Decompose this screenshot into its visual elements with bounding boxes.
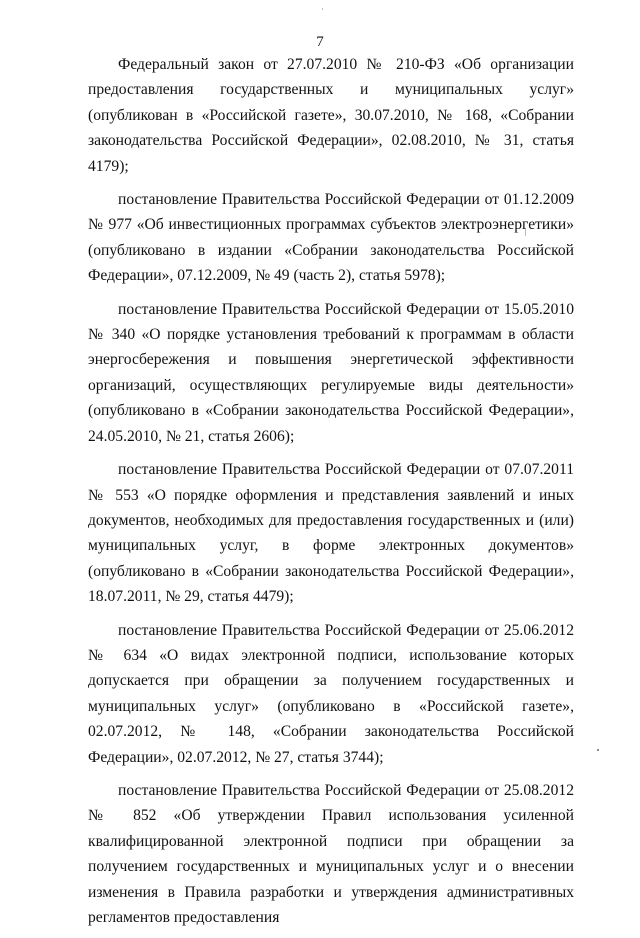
paragraph-resolution-852: постановление Правительства Российской Федерации от 25.08.2012 № 852 «Об утверждении Правил использования усиленной квалифицированной электронной подписи при обращении за получением государственных и муниципальных услуг и о внесении изменения в Правила разработки и утверждения административных регламентов предоставления (88, 781, 574, 926)
paragraph-resolution-340: постановление Правительства Российской Федерации от 15.05.2010 № 340 «О порядке установления требований к программам в области энергосбережения и повышения энергетической эффективности организаций, осуществляющих регулируемые виды деятельности» (опубликовано в «Собрании законодательства Российской Федерации», 24.05.2010, № 21, статья 2606); (88, 300, 574, 445)
page-number: 7 (316, 34, 324, 50)
paragraph-federal-law-210: Федеральный закон от 27.07.2010 № 210-ФЗ «Об организации предоставления государственных и муниципальных услуг» (опубликован в «Российской газете», 30.07.2010, № 168, «Собрании законодательства Российской Федерации», 02.08.2010, № 31, статья 4179); (88, 56, 574, 175)
paragraph-resolution-977: постановление Правительства Российской Федерации от 01.12.2009 № 977 «Об инвестиционных программах субъектов электроэнергетики» (опубликовано в издании «Собрании законодательства Российской Федерации», 07.12.2009, № 49 (часть 2), статья 5978); (88, 191, 574, 285)
paragraph-resolution-634: постановление Правительства Российской Федерации от 25.06.2012 № 634 «О видах электронной подписи, использование которых допускается при обращении за получением государственных и муниципальных услуг» (опубликовано в «Российской газете», 02.07.2012, № 148, «Собрании законодательства Российской Федерации», 02.07.2012, № 27, статья 3744); (88, 621, 574, 766)
document-body (88, 52, 574, 938)
paragraph-resolution-553: постановление Правительства Российской Федерации от 07.07.2011 № 553 «О порядке оформления и представления заявлений и иных документов, необходимых для предоставления государственных и (или) муниципальных услуг, в форме электронных документов» (опубликовано в «Собрании законодательства Российской Федерации», 18.07.2011, № 29, статья 4479); (88, 461, 574, 606)
scan-mark (597, 749, 599, 751)
scan-mark (322, 8, 323, 10)
